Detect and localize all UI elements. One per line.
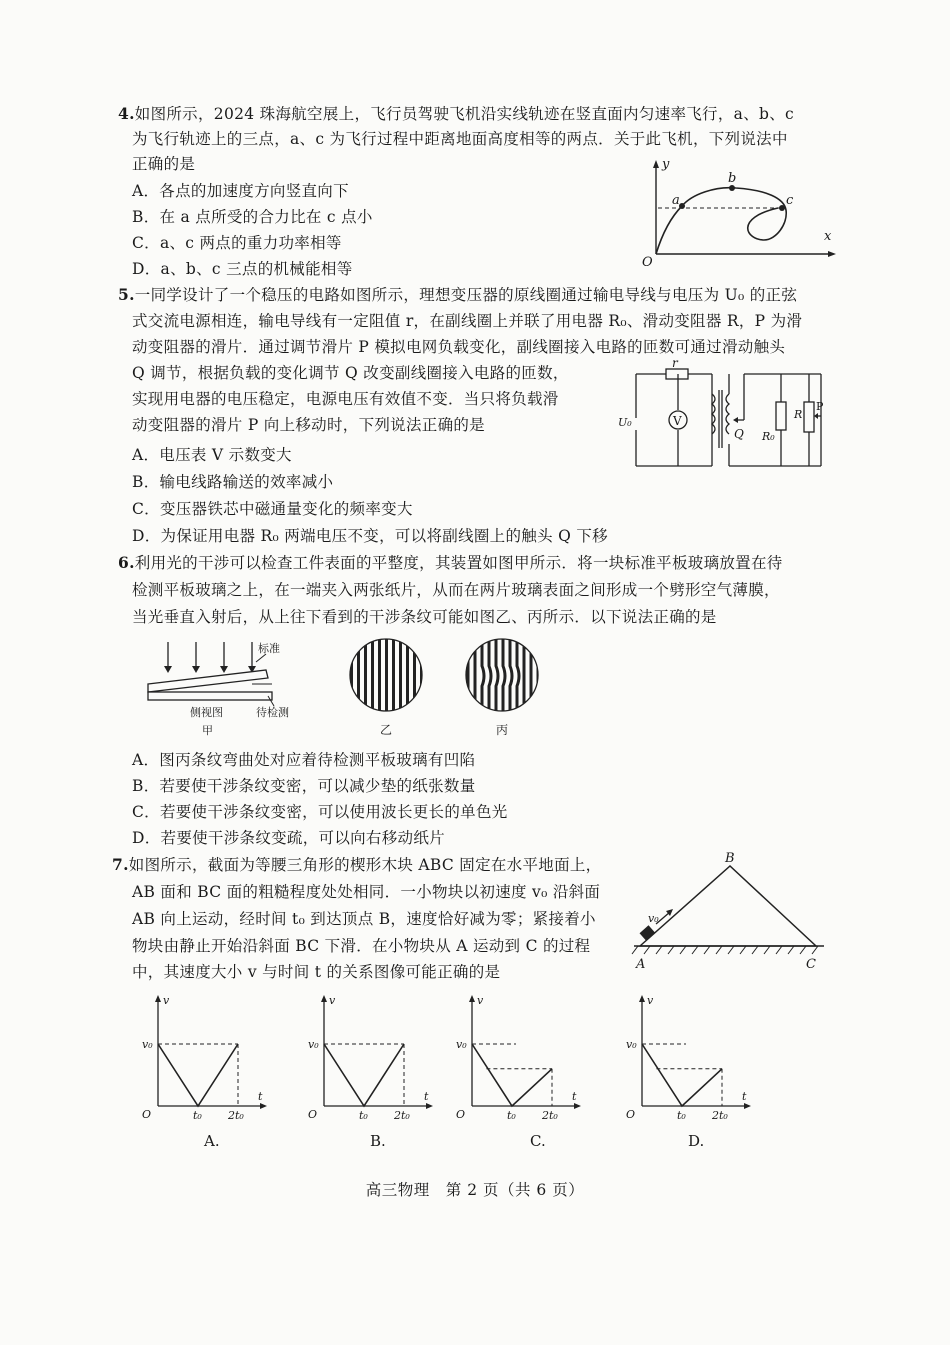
q7-a-label: A: [636, 957, 646, 972]
v0-tick-label: v₀: [456, 1038, 467, 1051]
origin-label: O: [308, 1108, 318, 1121]
q5-v-label: V: [673, 414, 682, 428]
q4-line-3: 正确的是: [132, 155, 196, 173]
q6-standard-label: 标准: [258, 642, 280, 655]
v0-tick-label: v₀: [626, 1038, 637, 1051]
vt-curve: [642, 1044, 722, 1106]
q4-option-c: C．a、c 两点的重力功率相等: [132, 234, 342, 252]
q4-point-c: [779, 205, 785, 211]
q5-rr-label: R: [794, 408, 803, 421]
2t0-tick-label: 2t₀: [712, 1109, 728, 1122]
v-axis-label: v: [329, 994, 336, 1007]
q7-graph-b: [306, 990, 446, 1150]
q6-line-1: 6.利用光的干涉可以检查工件表面的平整度，其装置如图甲所示．将一块标准平板玻璃放置在待: [118, 553, 783, 572]
vt-curve: [472, 1044, 552, 1106]
q6-option-a: A．图丙条纹弯曲处对应着待检测平板玻璃有凹陷: [132, 751, 476, 769]
2t0-tick-label: 2t₀: [228, 1109, 244, 1122]
q4-option-a: A．各点的加速度方向竖直向下: [132, 182, 349, 200]
t-axis-label: t: [424, 1090, 429, 1103]
q7-graph-a: [140, 990, 280, 1150]
q7-line-3: AB 向上运动，经时间 t₀ 到达顶点 B，速度恰好减为零；紧接着小: [132, 910, 596, 928]
q5-line-2: 式交流电源相连，输电导线有一定阻值 r，在副线圈上并联了用电器 R₀、滑动变阻器 R，P 为滑: [132, 312, 803, 330]
q4-number: 4.: [118, 104, 135, 123]
v-axis-label: v: [647, 994, 654, 1007]
v-axis-label: v: [477, 994, 484, 1007]
q7-graph-d: [624, 990, 764, 1150]
t-axis-arrow: [574, 1103, 581, 1109]
q5-r0-label: R₀: [762, 430, 775, 443]
q4-x-label: x: [824, 229, 832, 244]
v-axis-arrow: [155, 995, 161, 1002]
q5-option-a: A．电压表 V 示数变大: [132, 446, 292, 464]
vt-curve: [158, 1044, 238, 1106]
q6-side-label: 侧视图: [190, 706, 223, 719]
q4-line-1: 4.如图所示，2024 珠海航空展上，飞行员驾驶飞机沿实线轨迹在竖直面内匀速率飞行，a、b、c: [118, 104, 795, 123]
q6-line-3: 当光垂直入射后，从上往下看到的干涉条纹可能如图乙、丙所示．以下说法正确的是: [132, 608, 717, 626]
t-axis-arrow: [744, 1103, 751, 1109]
v-axis-arrow: [321, 995, 327, 1002]
q4-a-label: a: [672, 193, 680, 208]
q6-option-b: B．若要使干涉条纹变密，可以减少垫的纸张数量: [132, 777, 476, 795]
origin-label: O: [456, 1108, 466, 1121]
q5-number: 5.: [118, 285, 135, 304]
v-axis-label: v: [163, 994, 170, 1007]
vt-curve: [324, 1044, 404, 1106]
q5-p-label: P: [816, 400, 824, 413]
q6-line-2: 检测平板玻璃之上，在一端夹入两张纸片，从而在两片玻璃表面之间形成一个劈形空气薄膜，: [132, 581, 780, 599]
q6-fringes-yi: [346, 638, 426, 738]
q5-line-4: Q 调节，根据负载的变化调节 Q 改变副线圈接入电路的匝数，: [132, 364, 569, 382]
t-axis-label: t: [742, 1090, 747, 1103]
2t0-tick-label: 2t₀: [542, 1109, 558, 1122]
q6-bing-label: 丙: [496, 723, 509, 737]
q7-number: 7.: [112, 855, 129, 874]
t0-tick-label: t₀: [193, 1109, 202, 1122]
q4-point-a: [679, 203, 685, 209]
v0-tick-label: v₀: [142, 1038, 153, 1051]
q6-number: 6.: [118, 553, 135, 572]
q5-u0-label: U₀: [618, 416, 632, 429]
t0-tick-label: t₀: [677, 1109, 686, 1122]
graph-option-label: D.: [688, 1132, 705, 1150]
q4-line-2: 为飞行轨迹上的三点，a、c 为飞行过程中距离地面高度相等的两点．关于此飞机，下列说法中: [132, 130, 788, 148]
q4-o-label: O: [642, 255, 653, 270]
q5-option-d: D．为保证用电器 R₀ 两端电压不变，可以将副线圈上的触头 Q 下移: [132, 527, 608, 545]
v-axis-arrow: [639, 995, 645, 1002]
q7-b-label: B: [725, 851, 735, 866]
v0-tick-label: v₀: [308, 1038, 319, 1051]
q7-line-1: 7.如图所示，截面为等腰三角形的楔形木块 ABC 固定在水平地面上，: [112, 855, 602, 874]
q7-v0-label: v₀: [648, 912, 659, 925]
q6-option-c: C．若要使干涉条纹变密，可以使用波长更长的单色光: [132, 803, 508, 821]
q7-wedge-figure: [630, 850, 830, 976]
q6-fringes-bing: [462, 638, 542, 738]
q5-option-b: B．输电线路输送的效率减小: [132, 473, 334, 491]
q5-q-label: Q: [734, 427, 744, 441]
q7-graph-c: [454, 990, 594, 1150]
q5-circuit-figure: [616, 356, 831, 474]
q4-flight-figure: [636, 158, 836, 268]
q5-line-1: 5.一同学设计了一个稳压的电路如图所示，理想变压器的原线圈通过输电导线与电压为 U₀ 的正弦: [118, 285, 798, 304]
t-axis-arrow: [260, 1103, 267, 1109]
v-axis-arrow: [469, 995, 475, 1002]
graph-option-label: C.: [530, 1132, 546, 1150]
q5-line-6: 动变阻器的滑片 P 向上移动时，下列说法正确的是: [132, 416, 485, 434]
q6-option-d: D．若要使干涉条纹变疏，可以向右移动纸片: [132, 829, 445, 847]
origin-label: O: [626, 1108, 636, 1121]
t-axis-label: t: [572, 1090, 577, 1103]
page-footer: 高三物理 第 2 页（共 6 页）: [365, 1181, 585, 1199]
t0-tick-label: t₀: [359, 1109, 368, 1122]
q7-line-2: AB 面和 BC 面的粗糙程度处处相同．一小物块以初速度 v₀ 沿斜面: [132, 883, 601, 901]
t-axis-arrow: [426, 1103, 433, 1109]
2t0-tick-label: 2t₀: [394, 1109, 410, 1122]
t0-tick-label: t₀: [507, 1109, 516, 1122]
q5-option-c: C．变压器铁芯中磁通量变化的频率变大: [132, 500, 413, 518]
q4-c-label: c: [786, 193, 794, 208]
q5-line-3: 动变阻器的滑片．通过调节滑片 P 模拟电网负载变化，副线圈接入电路的匝数可通过滑动触头: [132, 338, 786, 356]
q4-b-label: b: [728, 171, 737, 186]
q5-line-5: 实现用电器的电压稳定，电源电压有效值不变．当只将负载滑: [132, 390, 559, 408]
origin-label: O: [142, 1108, 152, 1121]
q5-r-label: r: [672, 356, 678, 370]
q6-side-view-figure: [146, 640, 306, 740]
q4-option-d: D．a、b、c 三点的机械能相等: [132, 260, 353, 278]
q4-option-b: B．在 a 点所受的合力比在 c 点小: [132, 208, 373, 226]
q7-c-label: C: [806, 957, 816, 972]
q6-yi-label: 乙: [380, 723, 393, 737]
q4-y-label: y: [662, 157, 670, 172]
graph-option-label: A.: [204, 1132, 220, 1150]
q6-test-label: 待检测: [256, 706, 289, 719]
q6-jia-label: 甲: [202, 724, 213, 737]
t-axis-label: t: [258, 1090, 263, 1103]
q7-line-4: 物块由静止开始沿斜面 BC 下滑．在小物块从 A 运动到 C 的过程: [132, 937, 591, 955]
q7-line-5: 中，其速度大小 v 与时间 t 的关系图像可能正确的是: [132, 963, 501, 981]
graph-option-label: B.: [370, 1132, 386, 1150]
